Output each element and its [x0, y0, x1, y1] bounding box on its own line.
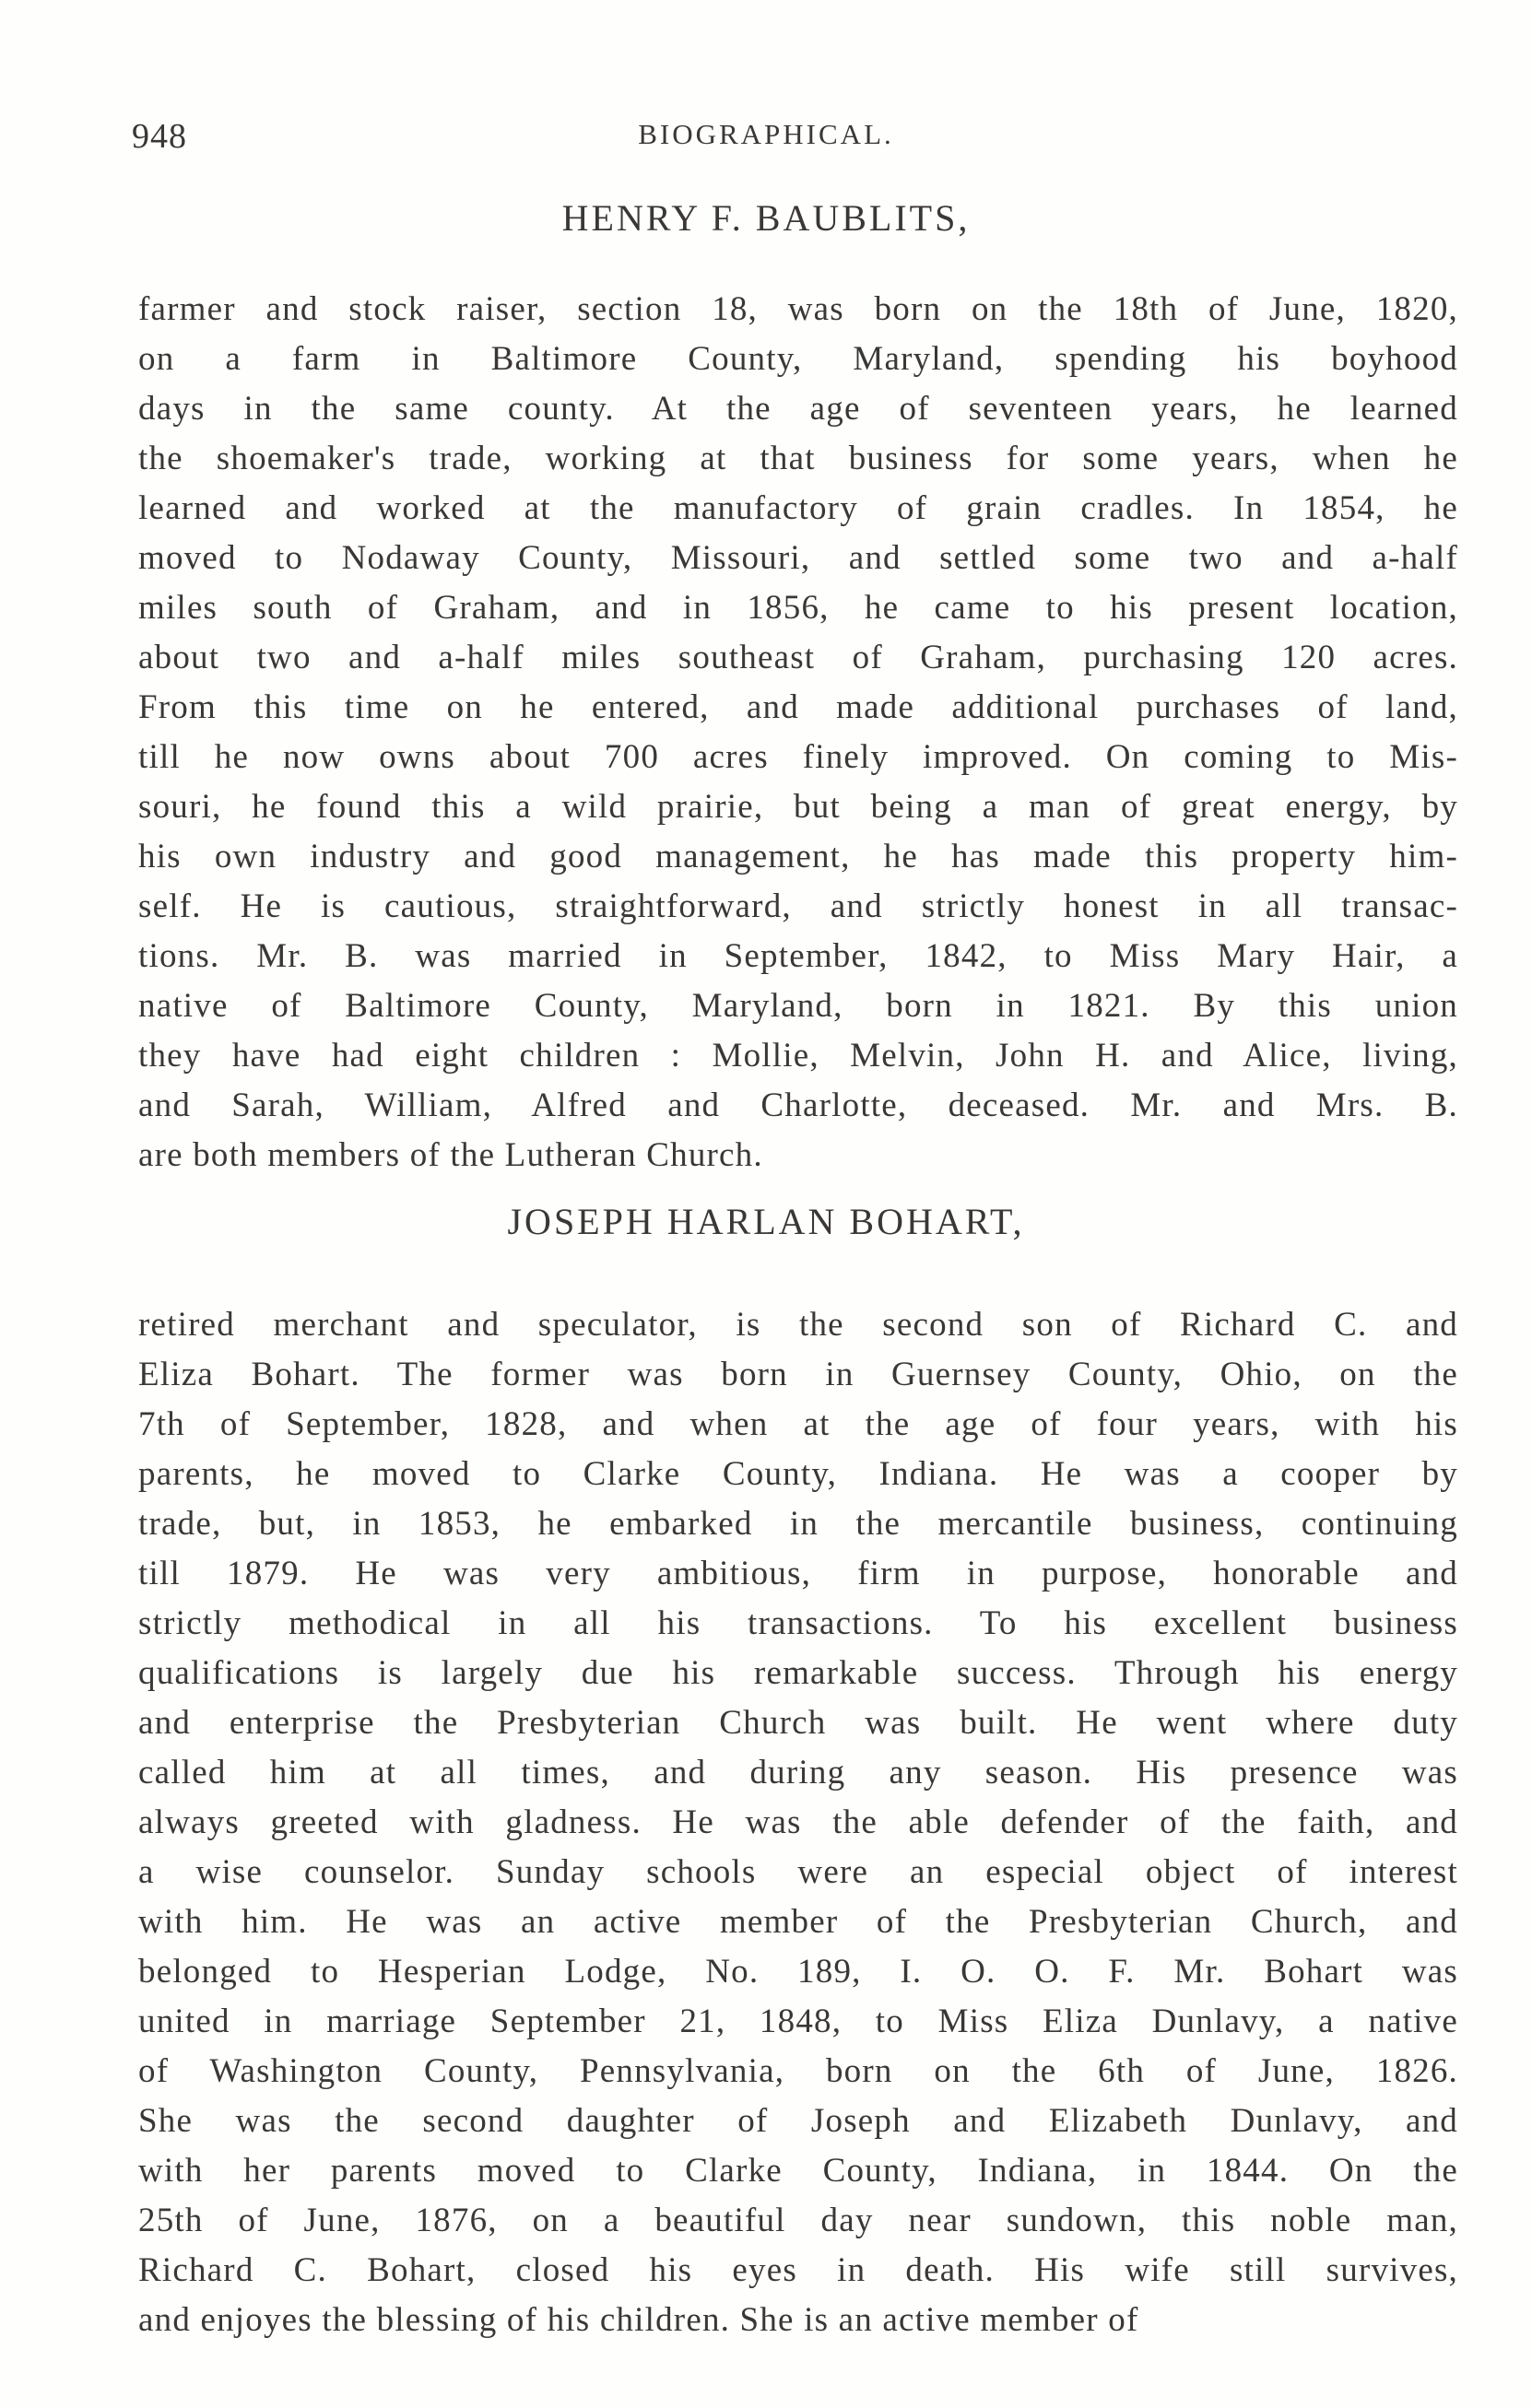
text-line: they have had eight children : Mollie, Melvin, John H. and Alice, living,	[138, 1037, 1458, 1075]
text-line: of Washington County, Pennsylvania, born on the 6th of June, 1826.	[138, 2052, 1458, 2090]
text-line: the shoemaker's trade, working at that business for some years, when he	[138, 440, 1458, 477]
text-line: retired merchant and speculator, is the second son of Richard C. and	[138, 1306, 1458, 1344]
text-line: belonged to Hesperian Lodge, No. 189, I. O. O. F. Mr. Bohart was	[138, 1953, 1458, 1991]
text-line: moved to Nodaway County, Missouri, and settled some two and a-half	[138, 539, 1458, 577]
text-line: 25th of June, 1876, on a beautiful day near sundown, this noble man,	[138, 2202, 1458, 2239]
text-line: his own industry and good management, he has made this property him-	[138, 838, 1458, 875]
text-line: about two and a-half miles southeast of Graham, purchasing 120 acres.	[138, 639, 1458, 676]
text-line: She was the second daughter of Joseph and Elizabeth Dunlavy, and	[138, 2102, 1458, 2140]
text-line: Eliza Bohart. The former was born in Guernsey County, Ohio, on the	[138, 1356, 1458, 1393]
entry-body-baublits	[138, 285, 1458, 1181]
text-line: miles south of Graham, and in 1856, he came to his present location,	[138, 589, 1458, 627]
text-line: a wise counselor. Sunday schools were an especial object of interest	[138, 1853, 1458, 1891]
text-line: native of Baltimore County, Maryland, born in 1821. By this union	[138, 987, 1458, 1025]
text-line: tions. Mr. B. was married in September, 1842, to Miss Mary Hair, a	[138, 937, 1458, 975]
text-line: on a farm in Baltimore County, Maryland, spending his boyhood	[138, 340, 1458, 378]
text-line: souri, he found this a wild prairie, but being a man of great energy, by	[138, 788, 1458, 826]
page-number: 948	[132, 117, 187, 156]
text-line: are both members of the Lutheran Church.	[138, 1136, 763, 1174]
text-line: qualifications is largely due his remarkable success. Through his energy	[138, 1654, 1458, 1692]
text-line: 7th of September, 1828, and when at the age of four years, with his	[138, 1405, 1458, 1443]
text-line: From this time on he entered, and made additional purchases of land,	[138, 688, 1458, 726]
text-line: strictly methodical in all his transactions. To his excellent business	[138, 1604, 1458, 1642]
text-line: with him. He was an active member of the Presbyterian Church, and	[138, 1903, 1458, 1941]
text-line: united in marriage September 21, 1848, to Miss Eliza Dunlavy, a native	[138, 2003, 1458, 2040]
text-line: learned and worked at the manufactory of grain cradles. In 1854, he	[138, 489, 1458, 527]
text-line: and Sarah, William, Alfred and Charlotte, deceased. Mr. and Mrs. B.	[138, 1087, 1458, 1124]
text-line: farmer and stock raiser, section 18, was born on the 18th of June, 1820,	[138, 290, 1458, 328]
text-line: and enjoyes the blessing of his children. She is an active member of	[138, 2301, 1139, 2339]
text-line: always greeted with gladness. He was the able defender of the faith, and	[138, 1803, 1458, 1841]
entry-body-bohart	[138, 1300, 1458, 2345]
entry-title-baublits: HENRY F. BAUBLITS,	[561, 197, 971, 239]
text-line: Richard C. Bohart, closed his eyes in death. His wife still survives,	[138, 2251, 1458, 2289]
text-line: self. He is cautious, straightforward, and strictly honest in all transac-	[138, 887, 1458, 925]
text-line: trade, but, in 1853, he embarked in the mercantile business, continuing	[138, 1505, 1458, 1543]
text-line: parents, he moved to Clarke County, Indiana. He was a cooper by	[138, 1455, 1458, 1493]
text-line: till he now owns about 700 acres finely improved. On coming to Mis-	[138, 738, 1458, 776]
entry-title-bohart: JOSEPH HARLAN BOHART,	[507, 1201, 1025, 1242]
text-line: and enterprise the Presbyterian Church was built. He went where duty	[138, 1704, 1458, 1742]
text-line: with her parents moved to Clarke County, Indiana, in 1844. On the	[138, 2152, 1458, 2190]
text-line: called him at all times, and during any season. His presence was	[138, 1754, 1458, 1791]
text-line: days in the same county. At the age of seventeen years, he learned	[138, 390, 1458, 428]
text-line: till 1879. He was very ambitious, firm in purpose, honorable and	[138, 1555, 1458, 1592]
running-head: BIOGRAPHICAL.	[638, 118, 894, 150]
